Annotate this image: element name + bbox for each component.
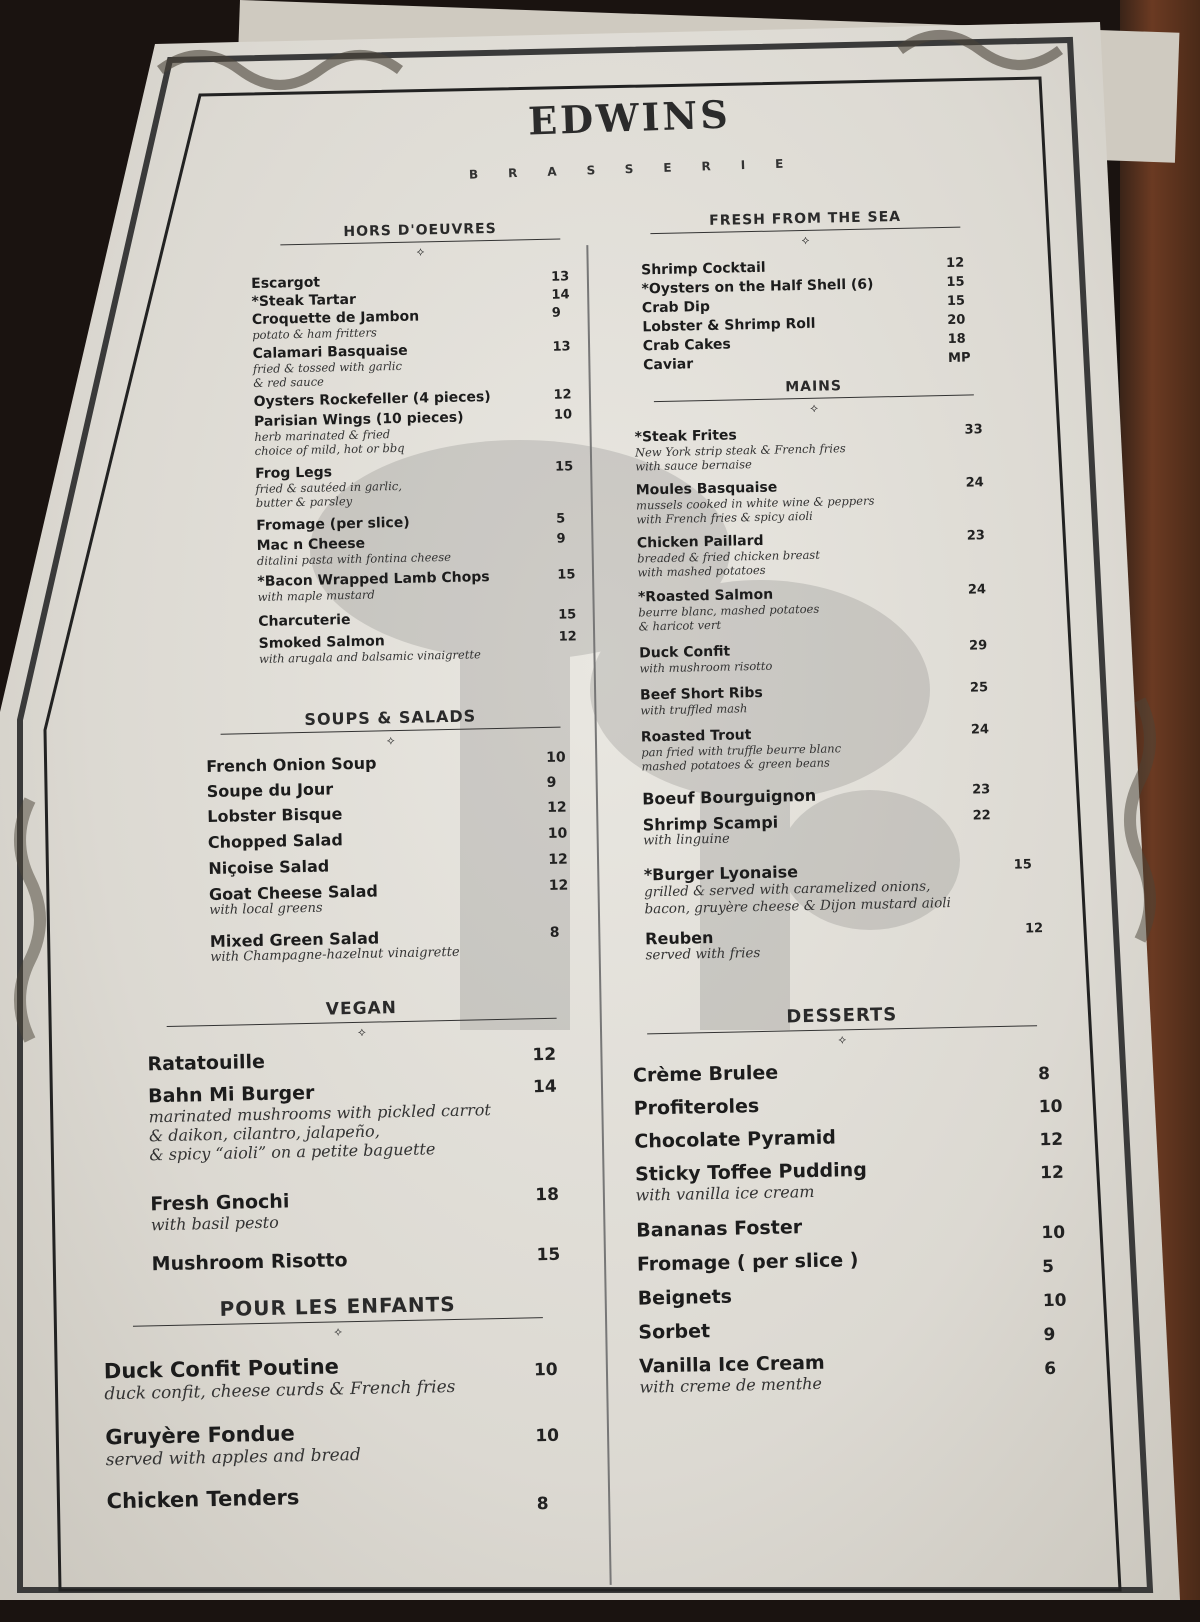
item-price: 18 xyxy=(535,1184,560,1206)
brand-subtitle: BRASSERIE xyxy=(468,155,814,182)
item-desc: with sauce bernaise xyxy=(635,457,752,474)
menu-item xyxy=(104,1350,565,1406)
item-desc: with mushroom risotto xyxy=(639,658,773,676)
menu-item xyxy=(638,581,1029,633)
item-price: 20 xyxy=(947,312,966,328)
item-name: Crème Brulee xyxy=(632,1061,779,1087)
item-desc: & haricot vert xyxy=(638,617,722,634)
item-name: Fromage (per slice) xyxy=(256,514,410,534)
item-price: 8 xyxy=(1037,1063,1051,1085)
item-price: 10 xyxy=(535,1425,560,1447)
item-name: Profiteroles xyxy=(633,1095,760,1120)
ornament-icon: ⟡ xyxy=(334,1324,343,1339)
item-name: Frog Legs xyxy=(254,464,333,482)
item-price: 24 xyxy=(970,722,990,738)
item-name: *Burger Lyonaise xyxy=(643,862,799,885)
item-name: Lobster Bisque xyxy=(207,804,343,827)
item-price: 18 xyxy=(947,331,966,347)
item-price: 12 xyxy=(548,851,568,868)
menu-item xyxy=(637,527,1028,579)
item-desc: with arugala and balsamic vinaigrette xyxy=(258,647,481,666)
item-desc: herb marinated & fried xyxy=(254,427,391,444)
item-price: 29 xyxy=(968,638,988,654)
item-price: 14 xyxy=(551,287,570,303)
item-price: 10 xyxy=(1038,1096,1063,1118)
section-pour-les-enfants xyxy=(122,1290,553,1344)
item-name: Shrimp Scampi xyxy=(642,812,779,835)
item-desc: breaded & fried chicken breast xyxy=(637,547,821,566)
item-name: Roasted Trout xyxy=(640,727,752,746)
item-desc: marinated mushrooms with pickled carrot xyxy=(148,1100,492,1127)
item-desc: served with fries xyxy=(645,945,761,964)
item-desc: mashed potatoes & green beans xyxy=(641,755,830,774)
item-price: 12 xyxy=(1039,1129,1064,1151)
item-name: Ratatouille xyxy=(147,1050,266,1076)
item-desc: mussels cooked in white wine & peppers xyxy=(635,493,875,513)
section-soups-salads xyxy=(210,704,571,752)
item-name: Soupe du Jour xyxy=(206,779,334,802)
item-desc: bacon, gruyère cheese & Dijon mustard aioli xyxy=(644,895,952,918)
section-title: POUR LES ENFANTS xyxy=(132,1290,542,1327)
item-price: 15 xyxy=(946,293,966,309)
item-price: 10 xyxy=(547,825,568,842)
item-price: 12 xyxy=(553,387,572,403)
item-name: Lobster & Shrimp Roll xyxy=(642,315,816,336)
item-price: 12 xyxy=(548,877,569,894)
item-name: Caviar xyxy=(642,356,694,374)
item-desc: served with apples and bread xyxy=(105,1444,361,1471)
menu-item xyxy=(634,421,1025,473)
item-price: 12 xyxy=(558,629,577,645)
brand-header xyxy=(439,88,822,182)
item-price: 9 xyxy=(546,774,557,791)
item-name: Oysters Rockefeller (4 pieces) xyxy=(253,389,491,410)
item-price: 13 xyxy=(550,269,570,285)
item-price: 10 xyxy=(545,749,566,766)
item-price: 8 xyxy=(536,1494,549,1515)
item-desc: with vanilla ice cream xyxy=(635,1181,815,1205)
menu-item xyxy=(255,459,586,510)
item-price: 24 xyxy=(967,582,987,598)
item-price: 10 xyxy=(553,407,573,423)
item-desc: choice of mild, hot or bbq xyxy=(254,440,405,458)
item-desc: ditalini pasta with fontina cheese xyxy=(256,549,452,568)
item-price: 15 xyxy=(557,567,576,583)
section-desserts xyxy=(637,1001,1048,1052)
ornament-icon: ⟡ xyxy=(386,733,395,748)
item-price: 15 xyxy=(946,274,965,290)
section-hors-doeuvres xyxy=(270,219,571,262)
item-desc: with maple mustard xyxy=(257,587,375,604)
item-name: Smoked Salmon xyxy=(258,633,385,652)
item-price: 33 xyxy=(964,422,983,438)
item-price: 24 xyxy=(965,475,984,491)
item-desc: beurre blanc, mashed potatoes xyxy=(638,601,820,620)
item-name: Calamari Basquaise xyxy=(252,342,408,362)
menu-item xyxy=(636,474,1027,526)
item-name: Gruyère Fondue xyxy=(105,1421,295,1450)
item-price: 10 xyxy=(1041,1222,1066,1244)
item-name: Chicken Tenders xyxy=(106,1485,300,1514)
item-desc: butter & parsley xyxy=(255,493,353,510)
item-name: Croquette de Jambon xyxy=(251,308,420,328)
item-name: Mushroom Risotto xyxy=(151,1249,348,1276)
section-title: HORS D'OEUVRES xyxy=(280,220,560,246)
section-title: VEGAN xyxy=(166,995,556,1027)
item-name: Parisian Wings (10 pieces) xyxy=(253,409,464,430)
item-desc: & daikon, cilantro, jalapeño, xyxy=(148,1121,380,1146)
section-title: FRESH FROM THE SEA xyxy=(650,208,960,234)
item-name: Bahn Mi Burger xyxy=(147,1081,315,1108)
item-price: 23 xyxy=(971,782,991,798)
item-desc: & red sauce xyxy=(253,374,325,390)
item-desc: fried & tossed with garlic xyxy=(252,358,403,376)
menu-item xyxy=(644,857,1035,918)
item-name: Charcuterie xyxy=(258,612,351,630)
item-price: 15 xyxy=(1013,857,1032,873)
item-name: Chocolate Pyramid xyxy=(634,1126,837,1153)
section-title: MAINS xyxy=(654,375,974,402)
item-price: 25 xyxy=(969,680,989,696)
menu-item xyxy=(105,1416,566,1472)
item-name: Sorbet xyxy=(638,1320,711,1344)
menu-item xyxy=(148,1077,570,1165)
menu-item xyxy=(252,339,583,390)
item-name: Goat Cheese Salad xyxy=(208,881,379,905)
item-price: 23 xyxy=(966,528,986,544)
item-desc: fried & sautéed in garlic, xyxy=(255,478,403,496)
item-price: 5 xyxy=(1041,1256,1055,1278)
item-desc: potato & ham fritters xyxy=(252,325,377,342)
item-name: Escargot xyxy=(251,274,321,293)
item-name: *Steak Frites xyxy=(634,427,737,446)
section-mains xyxy=(644,375,985,419)
item-name: Fresh Gnochi xyxy=(150,1190,290,1216)
item-name: Shrimp Cocktail xyxy=(640,259,766,279)
item-name: Beef Short Ribs xyxy=(639,684,763,704)
ornament-icon: ⟡ xyxy=(838,1032,847,1047)
item-price: 9 xyxy=(551,305,562,321)
menu-item xyxy=(641,721,1032,773)
item-name: *Bacon Wrapped Lamb Chops xyxy=(257,569,490,590)
section-title: SOUPS & SALADS xyxy=(220,705,560,735)
item-name: Sticky Toffee Pudding xyxy=(634,1158,868,1186)
item-name: Mixed Green Salad xyxy=(209,928,380,952)
item-desc: with local greens xyxy=(209,900,323,919)
item-price: 12 xyxy=(532,1044,557,1066)
item-name: Duck Confit xyxy=(639,643,731,662)
item-price: 12 xyxy=(945,255,965,271)
item-price: 15 xyxy=(554,459,574,475)
ornament-icon: ⟡ xyxy=(416,244,425,259)
item-name: Fromage ( per slice ) xyxy=(636,1249,859,1276)
section-vegan xyxy=(156,995,567,1045)
item-desc: duck confit, cheese curds & French fries xyxy=(104,1376,456,1405)
item-price: 13 xyxy=(552,339,571,355)
item-name: Boeuf Bourguignon xyxy=(642,785,817,809)
menu-item xyxy=(254,407,585,458)
item-price: 12 xyxy=(547,799,567,816)
brand-name: EDWINS xyxy=(527,91,732,144)
item-name: Chicken Paillard xyxy=(636,532,764,552)
item-desc: with French fries & spicy aioli xyxy=(636,508,813,527)
item-price: 14 xyxy=(532,1076,557,1098)
item-name: Beignets xyxy=(637,1285,733,1310)
item-price: 22 xyxy=(972,808,991,824)
item-name: *Oysters on the Half Shell (6) xyxy=(641,276,874,298)
item-name: Bananas Foster xyxy=(636,1216,803,1242)
item-price: 15 xyxy=(536,1244,561,1266)
item-price: 12 xyxy=(1024,921,1044,937)
item-name: Mac n Cheese xyxy=(256,535,366,554)
item-desc: grilled & served with caramelized onions, xyxy=(644,878,931,901)
item-name: Niçoise Salad xyxy=(208,856,330,879)
item-name: *Steak Tartar xyxy=(251,291,357,311)
item-desc: with Champagne-hazelnut vinaigrette xyxy=(210,944,460,966)
ornament-icon: ⟡ xyxy=(357,1024,366,1039)
item-name: Duck Confit Poutine xyxy=(103,1354,340,1384)
item-price: 12 xyxy=(1039,1162,1065,1184)
item-price: MP xyxy=(947,350,971,366)
item-price: 10 xyxy=(1042,1290,1067,1312)
item-desc: with truffled mash xyxy=(640,701,748,718)
item-desc: with creme de menthe xyxy=(639,1373,823,1397)
section-title: DESSERTS xyxy=(647,1001,1037,1034)
item-desc: with mashed potatoes xyxy=(637,562,766,580)
item-desc: pan fried with truffle beurre blanc xyxy=(641,741,842,760)
item-price: 9 xyxy=(556,531,566,547)
item-price: 9 xyxy=(1043,1324,1056,1346)
ornament-icon: ⟡ xyxy=(809,400,819,415)
item-name: Vanilla Ice Cream xyxy=(638,1351,825,1378)
item-price: 5 xyxy=(556,511,566,527)
item-price: 10 xyxy=(533,1359,558,1381)
item-name: Moules Basquaise xyxy=(635,479,778,499)
item-price: 6 xyxy=(1044,1358,1057,1380)
item-desc: with linguine xyxy=(642,831,730,849)
item-desc: with basil pesto xyxy=(150,1212,279,1235)
item-name: French Onion Soup xyxy=(206,753,377,777)
item-name: Crab Dip xyxy=(641,298,711,317)
item-name: *Roasted Salmon xyxy=(637,586,774,606)
item-desc: & spicy “aioli” on a petite baguette xyxy=(149,1139,436,1165)
item-price: 8 xyxy=(549,924,560,941)
item-name: Crab Cakes xyxy=(642,336,731,355)
item-desc: New York strip steak & French fries xyxy=(634,441,846,460)
item-name: Reuben xyxy=(644,927,714,949)
ornament-icon: ⟡ xyxy=(801,232,810,247)
item-price: 15 xyxy=(558,607,577,623)
section-fresh-from-the-sea xyxy=(640,207,971,251)
item-name: Chopped Salad xyxy=(207,830,343,853)
